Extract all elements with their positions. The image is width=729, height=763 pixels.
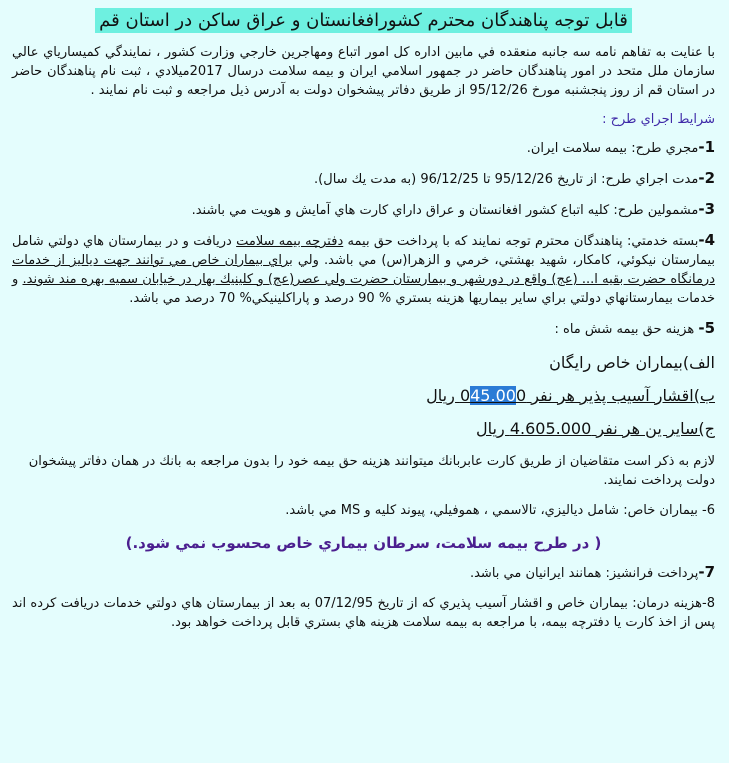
page-title: قابل توجه پناهندگان محترم كشورافغانستان و عراق ساكن در استان قم — [95, 8, 632, 33]
item-7: 7-پرداخت فرانشيز: همانند ايرانيان مي باشد. — [469, 563, 715, 581]
fee-vulnerable: ب)اقشار آسيب پذير هر نفر 045.000 ريال — [426, 386, 715, 405]
fee-special-patients: الف)بيماران خاص رايگان — [549, 353, 715, 372]
payment-note: لازم به ذكر است متقاضيان از طريق كارت عابربانك ميتوانند هزينه حق بيمه خود را بدون مراجعه به بانك در همان دفاتر پيشخوان دولت پرداخت نمايند. — [28, 454, 715, 488]
fee-others: ج)ساير ين هر نفر 4.605.000 ريال — [476, 419, 715, 438]
conditions-heading: شرايط اجراي طرح : — [602, 112, 715, 127]
item-4: 4-بسته خدمتي: پناهندگان محترم توجه نمايند كه با پرداخت حق بيمه دفترچه بيمه سلامت دريافت و در بيمارستان هاي دولتي شامل بيمارستان نيكوئي، كامكار، شهيد بهشتي، خرمي و الزهرا(س) مي باشد. ولي براي بيماران خاص مي توانند جهت دياليز از خدمات درمانگاه حضرت بقيه ا... (عج) واقع در دورشهر و بيمارستان حضرت ولي عصر(عج) و كلينيك بهار در خيابان سميه بهره مند شوند. و خدمات بيمارستانهاي دولتي براي ساير بيماريها هزينه بستري % 90 درصد و پاراكلينيكي% 70 درصد مي باشد. — [12, 231, 715, 306]
cancer-note: ( در طرح بيمه سلامت، سرطان بيماري خاص محسوب نمي شود.) — [125, 534, 602, 552]
intro-paragraph: با عنايت به تفاهم نامه سه جانبه منعقده في مابين اداره كل امور اتباع ومهاجرين خارجي وزارت كشور ، نمايندگي كميسارياي عالي سازمان ملل متحد در امور پناهندگان حاضر در جمهور اسلامي ايران و بيمه سلامت درسال 2017ميلادي ، ثبت نام پناهندگان حاضر در استان قم از روز پنجشنبه مورخ 95/12/26 از طريق دفاتر پيشخوان دولت به آدرس ذيل مراجعه و ثبت نام نمايند . — [12, 45, 715, 98]
item-5: 5- هزينه حق بيمه شش ماه : — [554, 319, 715, 337]
item-2: 2-مدت اجراي طرح: از تاريخ 95/12/26 تا 96/12/25 (به مدت يك سال). — [314, 169, 715, 187]
item-6: 6- بيماران خاص: شامل دياليزي، تالاسمي ، هموفيلي، پيوند كليه و MS مي باشد. — [285, 503, 715, 518]
selected-text: 45.00 — [470, 386, 516, 405]
item-8: 8-هزينه درمان: بيماران خاص و اقشار آسيب پذيري كه از تاريخ 07/12/95 به بعد از بيمارستان هاي دولتي خدمات دريافت كرده اند پس از اخذ كارت يا دفترچه بيمه، با مراجعه به بيمه سلامت هزينه هاي بستري قابل پرداخت خواهد بود. — [12, 596, 715, 630]
item-3: 3-مشمولين طرح: كليه اتباع كشور افغانستان و عراق داراي كارت هاي آمايش و هويت مي باشند. — [191, 200, 715, 218]
item-1: 1-مجري طرح: بيمه سلامت ايران. — [526, 138, 715, 156]
